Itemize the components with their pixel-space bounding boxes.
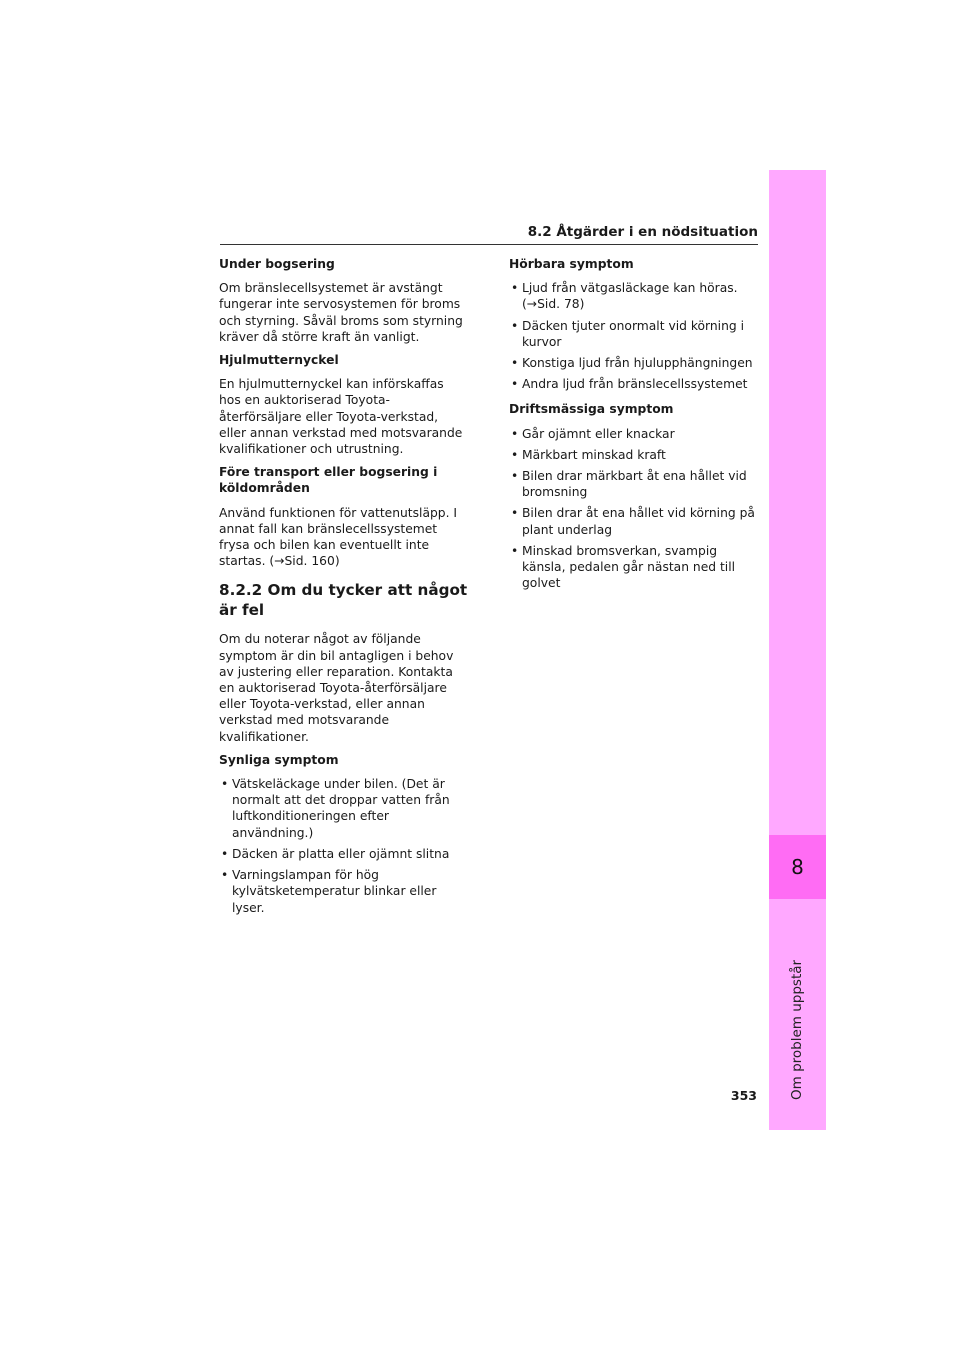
list-item <box>509 447 759 463</box>
driving-heading: Driftsmässiga symptom <box>509 402 674 417</box>
audible-list <box>509 280 759 392</box>
audible-heading: Hörbara symptom <box>509 257 634 271</box>
list-item <box>219 846 469 862</box>
visible-list <box>219 776 469 916</box>
list-item <box>509 468 759 500</box>
section-intro: Om du noterar något av följande symptom är din bil antagligen i behov av justering eller reparation. Kontakta en auktoriserad Toyota-återförsäljare eller Toyota-verkstad, eller annan verkstad med motsvarande kvalifikationer. <box>219 632 454 744</box>
list-item-text: Andra ljud från bränslecellssystemet <box>522 377 748 392</box>
bullet: • <box>511 426 519 441</box>
list-item-text: Ljud från vätgasläckage kan höras. (→Sid. 78) <box>522 281 738 312</box>
bullet: • <box>511 506 519 521</box>
chapter-number: 8 <box>769 835 826 899</box>
list-item-text: Bilen drar åt ena hållet vid körning på plant underlag <box>522 506 755 537</box>
list-item-text: Däcken är platta eller ojämnt slitna <box>232 846 450 861</box>
list-item-text: Märkbart minskad kraft <box>522 447 666 462</box>
list-item-text: Går ojämnt eller knackar <box>522 426 675 441</box>
page-header <box>220 226 758 245</box>
bullet: • <box>221 846 229 861</box>
bullet: • <box>511 543 519 558</box>
chapter-side-tab <box>769 170 826 1130</box>
bullet: • <box>511 318 519 333</box>
visible-heading: Synliga symptom <box>219 752 339 767</box>
bullet: • <box>221 868 229 883</box>
list-item <box>509 426 759 442</box>
section-title: 8.2.2 Om du tycker att något är fel <box>219 581 468 620</box>
list-item <box>509 318 759 350</box>
bullet: • <box>221 777 229 792</box>
list-item <box>509 280 759 312</box>
driving-list <box>509 426 759 592</box>
wrench-text: En hjulmutternyckel kan införskaffas hos en auktoriserad Toyota-återförsäljare eller Toyota-verkstad, eller annan verkstad med motsvarande kvalifikationer och utrustning. <box>219 377 463 457</box>
list-item <box>509 543 759 592</box>
list-item <box>509 505 759 537</box>
bullet: • <box>511 356 519 371</box>
page-number: 353 <box>730 1088 757 1103</box>
list-item <box>509 376 759 392</box>
list-item-text: Konstiga ljud från hjulupphängningen <box>522 356 753 371</box>
left-column <box>219 256 469 925</box>
towing-heading: Under bogsering <box>219 257 335 271</box>
cold-heading: Före transport eller bogsering i köldområden <box>219 465 438 496</box>
bullet: • <box>511 281 519 296</box>
bullet: • <box>511 469 519 484</box>
list-item <box>509 355 759 371</box>
list-item <box>219 867 469 916</box>
list-item <box>219 776 469 841</box>
bullet: • <box>511 447 519 462</box>
right-column <box>509 256 759 600</box>
header-title: 8.2 Åtgärder i en nödsituation <box>527 224 758 240</box>
cold-text: Använd funktionen för vattenutsläpp. I annat fall kan bränslecellssystemet frysa och bilen kan eventuellt inte startas. (→Sid. 160) <box>219 505 458 569</box>
list-item-text: Bilen drar märkbart åt ena hållet vid bromsning <box>522 469 747 500</box>
list-item-text: Minskad bromsverkan, svampig känsla, pedalen går nästan ned till golvet <box>522 543 736 591</box>
towing-text: Om bränslecellsystemet är avstängt fungerar inte servosystemen för broms och styrning. Såväl broms som styrning kräver då större kraft än vanligt. <box>219 281 463 344</box>
list-item-text: Däcken tjuter onormalt vid körning i kurvor <box>522 318 745 349</box>
list-item-text: Varningslampan för hög kylvätsketemperatur blinkar eller lyser. <box>232 868 437 915</box>
list-item-text: Vätskeläckage under bilen. (Det är normalt att det droppar vatten från luftkonditioneringen efter användning.) <box>232 777 450 840</box>
bullet: • <box>511 377 519 392</box>
chapter-label: Om problem uppstår <box>789 959 805 1100</box>
wrench-heading: Hjulmutternyckel <box>219 353 339 368</box>
